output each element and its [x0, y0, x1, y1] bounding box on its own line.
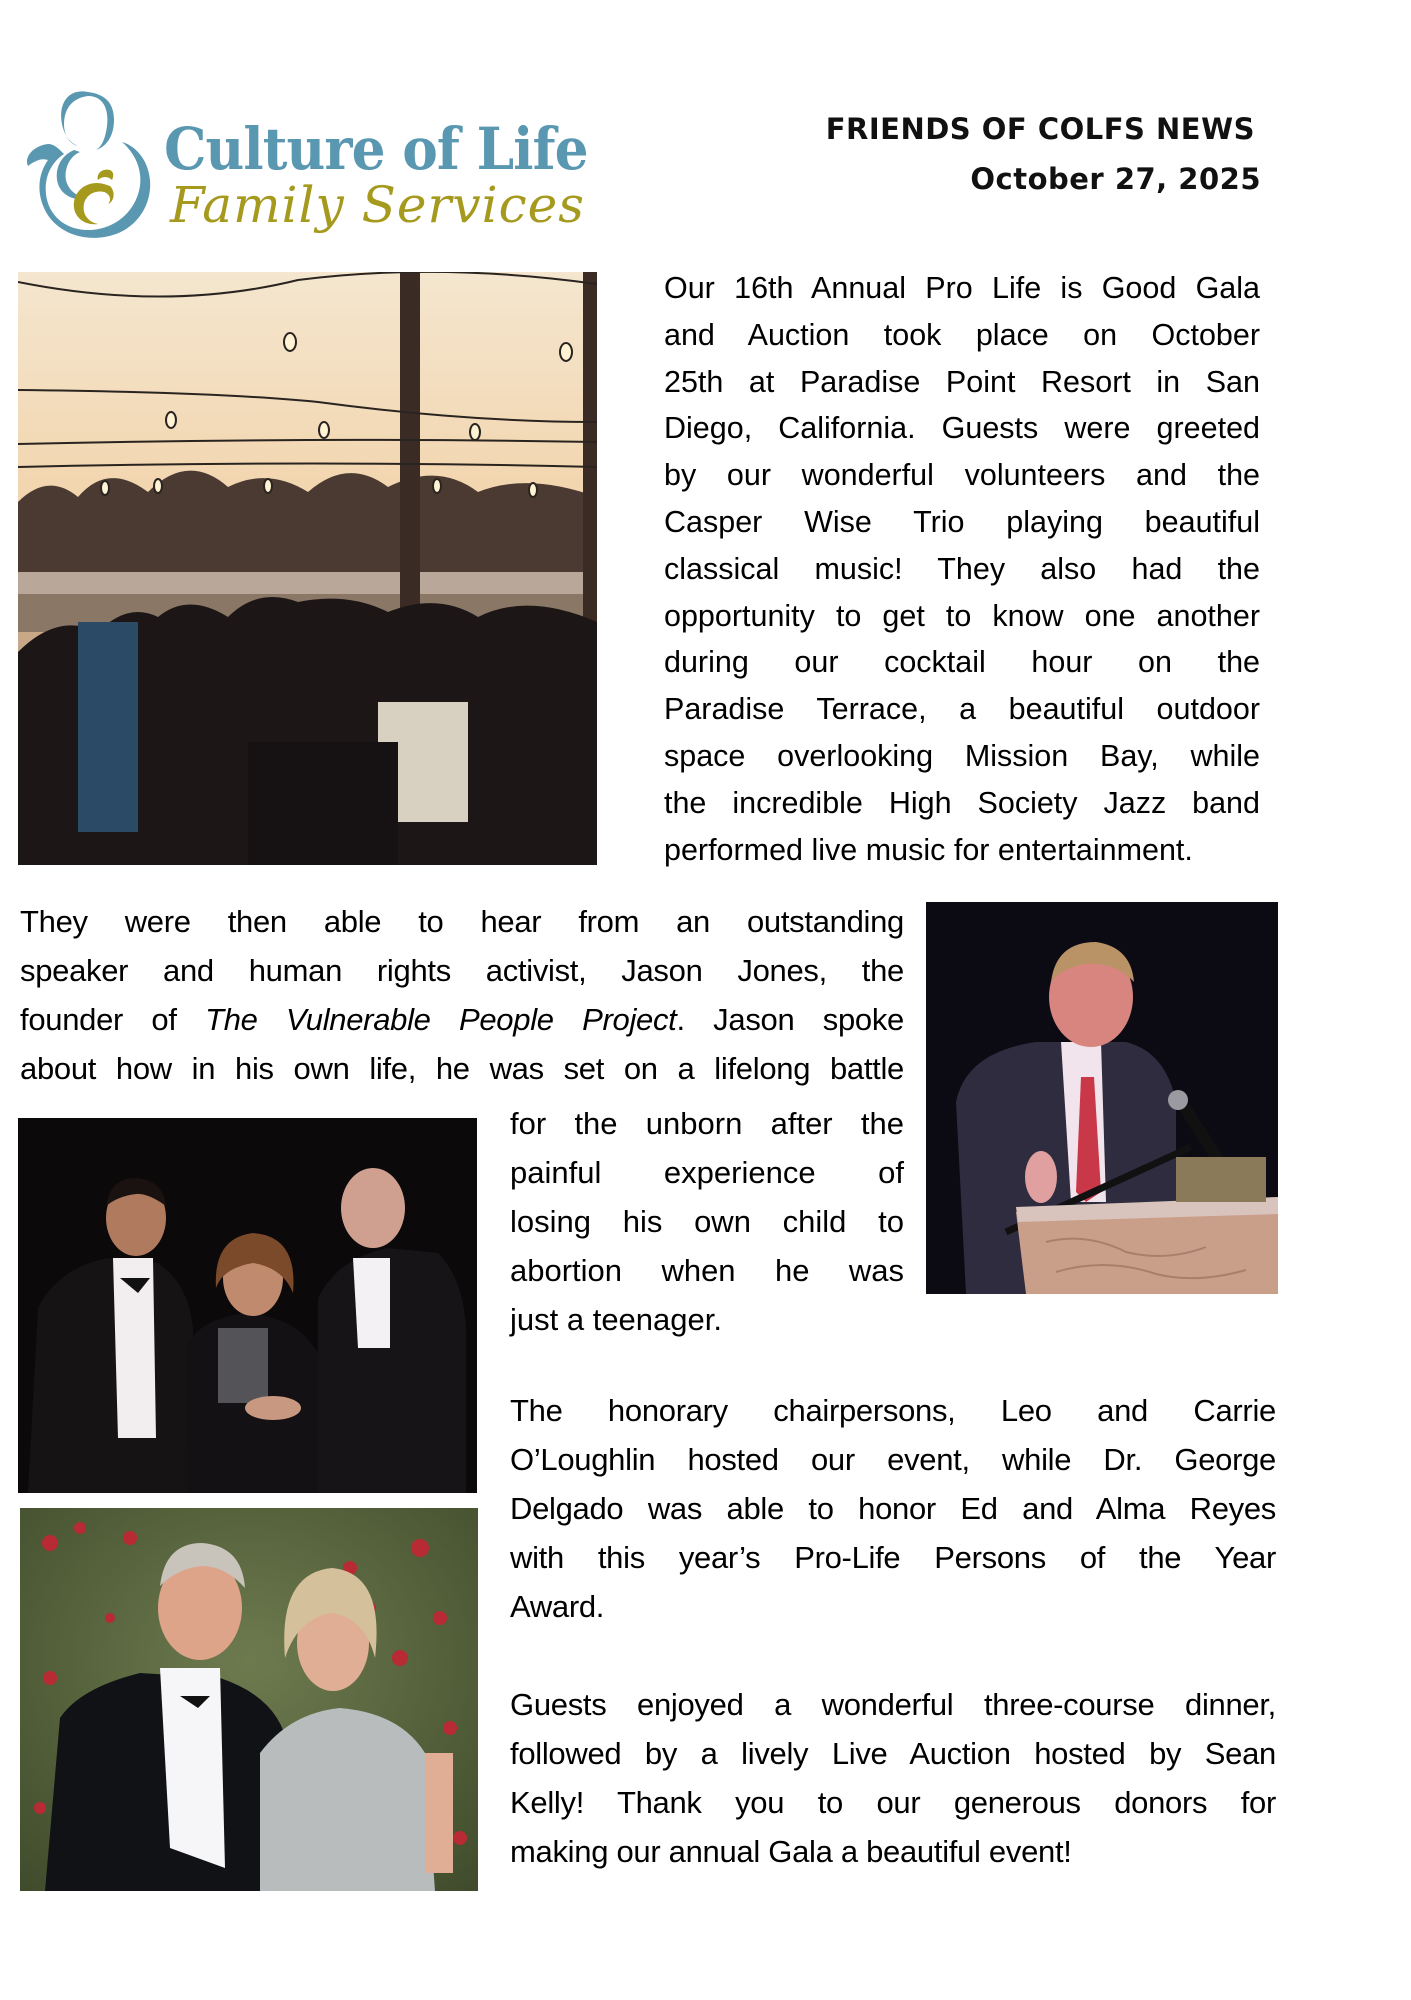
article-paragraph-speaker: [20, 897, 904, 1093]
text-line: 25th at Paradise Point Resort in San: [664, 364, 1260, 399]
text-line: space overlooking Mission Bay, while: [664, 738, 1260, 773]
text-line: Diego, California. Guests were greeted: [664, 411, 1260, 446]
text-line: Our 16th Annual Pro Life is Good Gala: [664, 271, 1260, 305]
text-line: Kelly! Thank you to our generous donors for: [510, 1785, 1276, 1820]
text-line: opportunity to get to know one another: [664, 598, 1260, 633]
text-run: . Jason spoke: [676, 1002, 904, 1037]
text-line: losing his own child to: [510, 1204, 904, 1239]
photo-honorary-chairs: [20, 1508, 478, 1891]
photo-award-presentation: [18, 1118, 477, 1493]
text-line: Paradise Terrace, a beautiful outdoor: [664, 692, 1260, 727]
logo-text-primary: Culture of Life: [164, 115, 588, 183]
text-run: founder of: [20, 1002, 206, 1037]
text-line: by our wonderful volunteers and the: [664, 458, 1260, 493]
photo-cocktail-hour: [18, 272, 597, 865]
text-line: O’Loughlin hosted our event, while Dr. George: [510, 1442, 1276, 1477]
text-line: during our cocktail hour on the: [664, 645, 1260, 680]
text-line: [20, 995, 904, 1044]
article-paragraph-honorees: [510, 1386, 1276, 1631]
text-line: speaker and human rights activist, Jason Jones, the: [20, 953, 904, 988]
text-line: Guests enjoyed a wonderful three-course dinner,: [510, 1687, 1276, 1722]
text-line: for the unborn after the: [510, 1106, 904, 1141]
article-paragraph-intro: [664, 265, 1260, 873]
newsletter-title: FRIENDS OF COLFS NEWS: [825, 112, 1255, 146]
text-line: with this year’s Pro-Life Persons of the Year: [510, 1540, 1276, 1575]
text-line: followed by a lively Live Auction hosted by Sean: [510, 1736, 1276, 1771]
photo-speaker: [926, 902, 1278, 1294]
text-line: Award.: [510, 1589, 605, 1624]
text-line: making our annual Gala a beautiful event!: [510, 1834, 1072, 1869]
text-line: just a teenager.: [510, 1302, 722, 1337]
text-line: and Auction took place on October: [664, 317, 1260, 352]
logo: [18, 84, 598, 254]
text-line: They were then able to hear from an outstanding: [20, 904, 904, 939]
text-line: performed live music for entertainment.: [664, 832, 1193, 867]
newsletter-date: October 27, 2025: [970, 162, 1261, 196]
text-line: The honorary chairpersons, Leo and Carrie: [510, 1393, 1276, 1428]
text-line: Casper Wise Trio playing beautiful: [664, 504, 1260, 539]
organization-name: The Vulnerable People Project: [205, 1002, 677, 1037]
text-line: classical music! They also had the: [664, 551, 1260, 586]
article-paragraph-closing: [510, 1680, 1276, 1876]
article-paragraph-speaker-cont: [510, 1099, 904, 1344]
text-line: abortion when he was: [510, 1253, 904, 1288]
logo-family-icon: [18, 84, 168, 254]
text-line: painful experience of: [510, 1155, 904, 1190]
text-line: about how in his own life, he was set on a lifelong battle: [20, 1051, 904, 1086]
logo-text-secondary: Family Services: [170, 176, 585, 234]
text-line: Delgado was able to honor Ed and Alma Reyes: [510, 1491, 1276, 1526]
text-line: the incredible High Society Jazz band: [664, 785, 1260, 820]
